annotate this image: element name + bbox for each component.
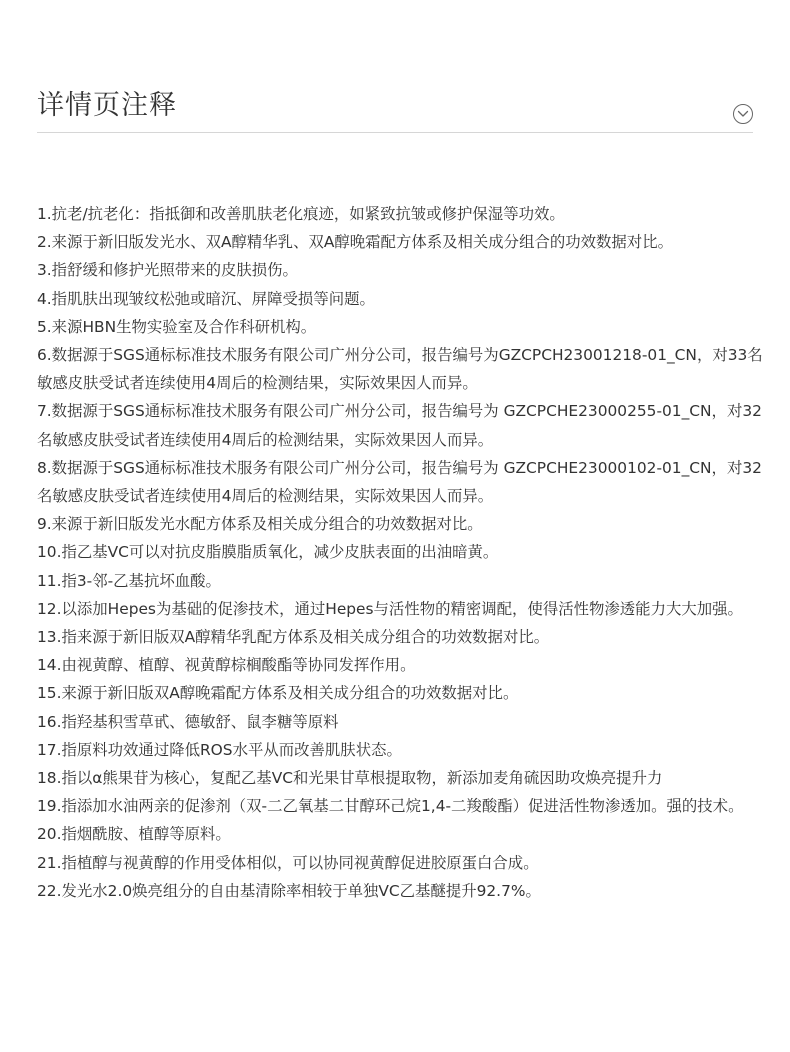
chevron-down-icon [737, 109, 749, 119]
footnote-item: 9.来源于新旧版发光水配方体系及相关成分组合的功效数据对比。 [37, 515, 483, 534]
footnote-item: 14.由视黄醇、植醇、视黄醇棕榈酸酯等协同发挥作用。 [37, 656, 416, 675]
collapse-toggle-button[interactable] [733, 104, 753, 124]
footnote-item: 8.数据源于SGS通标标准技术服务有限公司广州分公司，报告编号为 GZCPCHE23000102-01_CN，对32 名敏感皮肤受试者连续使用4周后的检测结果，实际效果因人而异。 [37, 458, 762, 506]
footnote-item: 18.指以α熊果苷为核心，复配乙基VC和光果甘草根提取物，新添加麦角硫因助攻焕亮提升力 [37, 769, 663, 788]
footnote-item: 15.来源于新旧版双A醇晚霜配方体系及相关成分组合的功效数据对比。 [37, 684, 519, 703]
footnote-item: 10.指乙基VC可以对抗皮脂膜脂质氧化，减少皮肤表面的出油暗黄。 [37, 543, 499, 562]
footnote-item: 17.指原料功效通过降低ROS水平从而改善肌肤状态。 [37, 740, 402, 759]
footnote-item: 4.指肌肤出现皱纹松弛或暗沉、屏障受损等问题。 [37, 289, 375, 308]
footnote-list [37, 200, 767, 905]
footnote-item: 1.抗老/抗老化：指抵御和改善肌肤老化痕迹，如紧致抗皱或修护保湿等功效。 [37, 205, 565, 223]
footnote-item: 20.指烟酰胺、植醇等原料。 [37, 825, 231, 844]
footnote-item: 6.数据源于SGS通标标准技术服务有限公司广州分公司，报告编号为GZCPCH23001218-01_CN，对33名敏感皮肤受试者连续使用4周后的检测结果，实际效果因人而异。 [37, 346, 763, 393]
footnote-item: 2.来源于新旧版发光水、双A醇精华乳、双A醇晚霜配方体系及相关成分组合的功效数据对比。 [37, 233, 673, 252]
footnote-item: 19.指添加水油两亲的促渗剂（双-二乙氧基二甘醇环己烷1,4-二羧酸酯）促进活性物渗透加。强的技术。 [37, 797, 744, 816]
footnote-item: 5.来源HBN生物实验室及合作科研机构。 [37, 317, 317, 336]
footnote-item: 16.指羟基积雪草甙、德敏舒、鼠李糖等原料 [37, 712, 339, 731]
footnote-item: 7.数据源于SGS通标标准技术服务有限公司广州分公司，报告编号为 GZCPCHE23000255-01_CN，对32 名敏感皮肤受试者连续使用4周后的检测结果，实际效果因人而异。 [37, 402, 762, 449]
page-title: 详情页注释 [37, 90, 177, 121]
footnote-item: 3.指舒缓和修护光照带来的皮肤损伤。 [37, 261, 298, 280]
footnote-item: 21.指植醇与视黄醇的作用受体相似，可以协同视黄醇促进胶原蛋白合成。 [37, 853, 539, 872]
footnote-item: 22.发光水2.0焕亮组分的自由基清除率相较于单独VC乙基醚提升92.7%。 [37, 881, 541, 900]
footnote-item: 13.指来源于新旧版双A醇精华乳配方体系及相关成分组合的功效数据对比。 [37, 628, 550, 647]
footnote-item: 12.以添加Hepes为基础的促渗技术，通过Hepes与活性物的精密调配，使得活性物渗透能力大大加强。 [37, 599, 743, 618]
footnote-item: 11.指3-邻-乙基抗坏血酸。 [37, 571, 221, 590]
section-header [37, 84, 753, 133]
